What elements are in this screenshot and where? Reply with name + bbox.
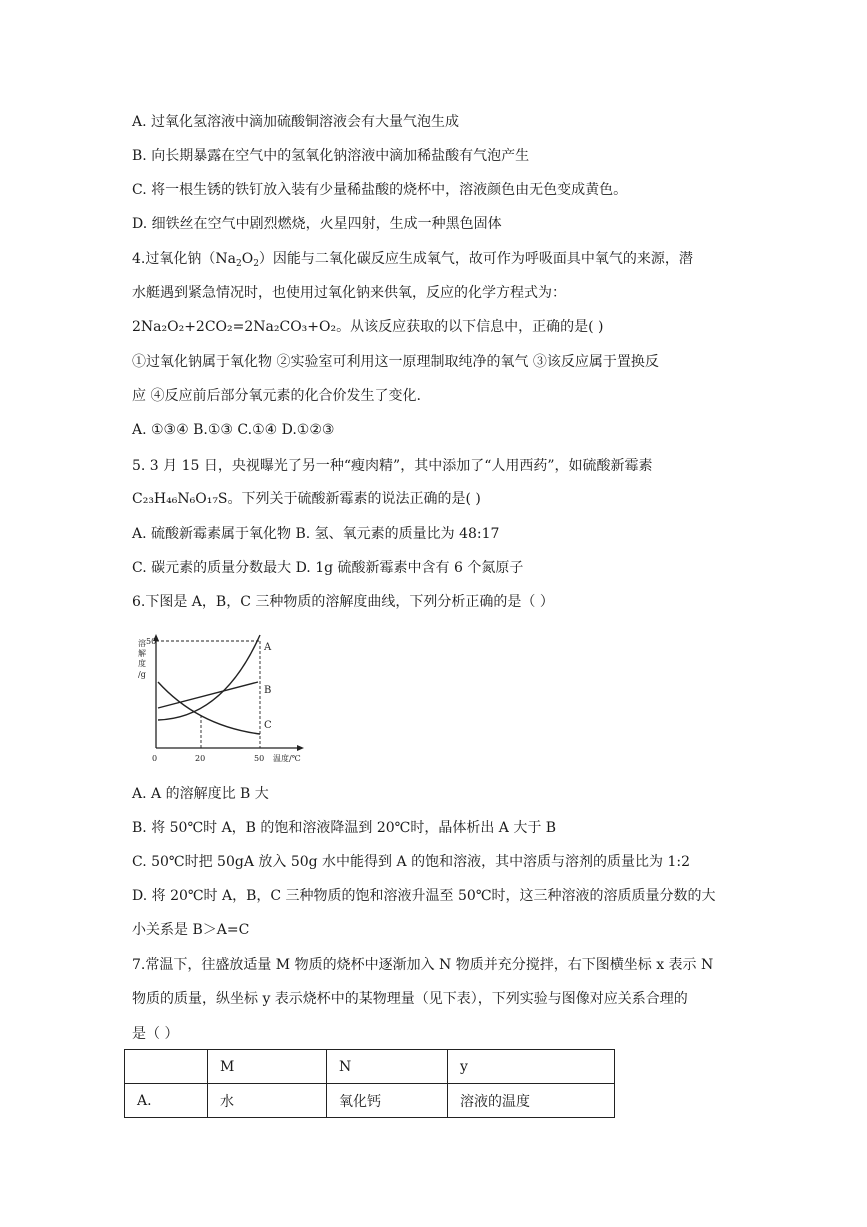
x-tick-50: 50 — [254, 754, 265, 763]
q7-table — [124, 1049, 615, 1118]
table-cell: M — [208, 1050, 327, 1084]
q6-option-a: A. A 的溶解度比 B 大 — [132, 786, 269, 802]
q6-stem: 6.下图是 A，B，C 三种物质的溶解度曲线，下列分析正确的是（ ） — [132, 594, 554, 610]
q5-formula-line: C₂₃H₄₆N₆O₁₇S。下列关于硫酸新霉素的说法正确的是( ) — [132, 491, 481, 507]
curve-label-a: A — [264, 642, 272, 653]
q5-options-cd: C. 碳元素的质量分数最大 D. 1g 硫酸新霉素中含有 6 个氮原子 — [132, 560, 524, 576]
q4-stem-line2: 水艇遇到紧急情况时，也使用过氧化钠来供氧，反应的化学方程式为： — [132, 285, 566, 301]
curve-label-c: C — [264, 720, 272, 731]
table-cell: y — [448, 1050, 615, 1084]
q4-statements-line1: ①过氧化钠属于氧化物 ②实验室可利用这一原理制取纯净的氧气 ③该反应属于置换反 — [132, 354, 659, 370]
x-tick-0: 0 — [152, 754, 158, 763]
q6-option-c: C. 50℃时把 50gA 放入 50g 水中能得到 A 的饱和溶液，其中溶质与溶剂的质量比为 1:2 — [132, 854, 691, 870]
q7-stem-line1: 7.常温下，往盛放适量 M 物质的烧杯中逐渐加入 N 物质并充分搅拌，右下图横坐标 x 表示 N — [132, 957, 714, 973]
y-tick-50: 50 — [146, 637, 157, 646]
table-cell: N — [327, 1050, 448, 1084]
q5-stem-line1: 5. 3 月 15 日，央视曝光了另一种“瘦肉精”，其中添加了“人用西药”，如硫酸新霉素 — [132, 458, 653, 474]
table-cell — [125, 1050, 208, 1084]
q3-option-d: D. 细铁丝在空气中剧烈燃烧，火星四射，生成一种黑色固体 — [132, 216, 502, 232]
x-axis-arrow — [297, 745, 304, 751]
table-cell: 氧化钙 — [327, 1084, 448, 1118]
y-label-char-2: 解 — [138, 649, 146, 658]
q4-equation-line: 2Na₂O₂+2CO₂=2Na₂CO₃+O₂。从该反应获取的以下信息中，正确的是( ) — [132, 319, 604, 335]
q6-option-d-line1: D. 将 20℃时 A，B，C 三种物质的饱和溶液升温至 50℃时，这三种溶液的溶质质量分数的大 — [132, 888, 716, 904]
q6-option-d-line2: 小关系是 B＞A=C — [132, 922, 250, 938]
q3-option-a: A. 过氧化氢溶液中滴加硫酸铜溶液会有大量气泡生成 — [132, 114, 460, 130]
table-row — [125, 1084, 615, 1118]
curve-a — [158, 635, 260, 720]
q4-options: A. ①③④ B.①③ C.①④ D.①②③ — [132, 422, 335, 438]
q5-options-ab: A. 硫酸新霉素属于氧化物 B. 氢、氧元素的质量比为 48:17 — [132, 526, 500, 542]
y-label-unit: /g — [138, 670, 146, 679]
solubility-graph — [128, 630, 308, 770]
q3-option-c: C. 将一根生锈的铁钉放入装有少量稀盐酸的烧杯中，溶液颜色由无色变成黄色。 — [132, 182, 628, 198]
y-label-char-3: 度 — [138, 659, 146, 668]
table-cell: A. — [125, 1084, 208, 1118]
y-label-char-1: 溶 — [138, 639, 146, 648]
q7-stem-line3: 是（ ） — [132, 1026, 179, 1042]
q6-option-b: B. 将 50℃时 A，B 的饱和溶液降温到 20℃时，晶体析出 A 大于 B — [132, 820, 557, 836]
curve-label-b: B — [264, 685, 272, 696]
x-axis-label: 温度/℃ — [273, 754, 301, 763]
table-cell: 水 — [208, 1084, 327, 1118]
q3-option-b: B. 向长期暴露在空气中的氢氧化钠溶液中滴加稀盐酸有气泡产生 — [132, 148, 530, 164]
table-row — [125, 1050, 615, 1084]
q4-statements-line2: 应 ④反应前后部分氧元素的化合价发生了变化. — [132, 388, 421, 404]
x-tick-20: 20 — [195, 754, 206, 763]
table-cell: 溶液的温度 — [448, 1084, 615, 1118]
curve-c — [158, 682, 260, 734]
q7-stem-line2: 物质的质量，纵坐标 y 表示烧杯中的某物理量（见下表），下列实验与图像对应关系合理的 — [132, 991, 688, 1007]
q4-stem-line1: 4.过氧化钠$(Na_2O_2)$因能与二氧化碳反应生成氧气，故可作为呼吸面具中氧气的来源，潜 — [132, 251, 693, 269]
